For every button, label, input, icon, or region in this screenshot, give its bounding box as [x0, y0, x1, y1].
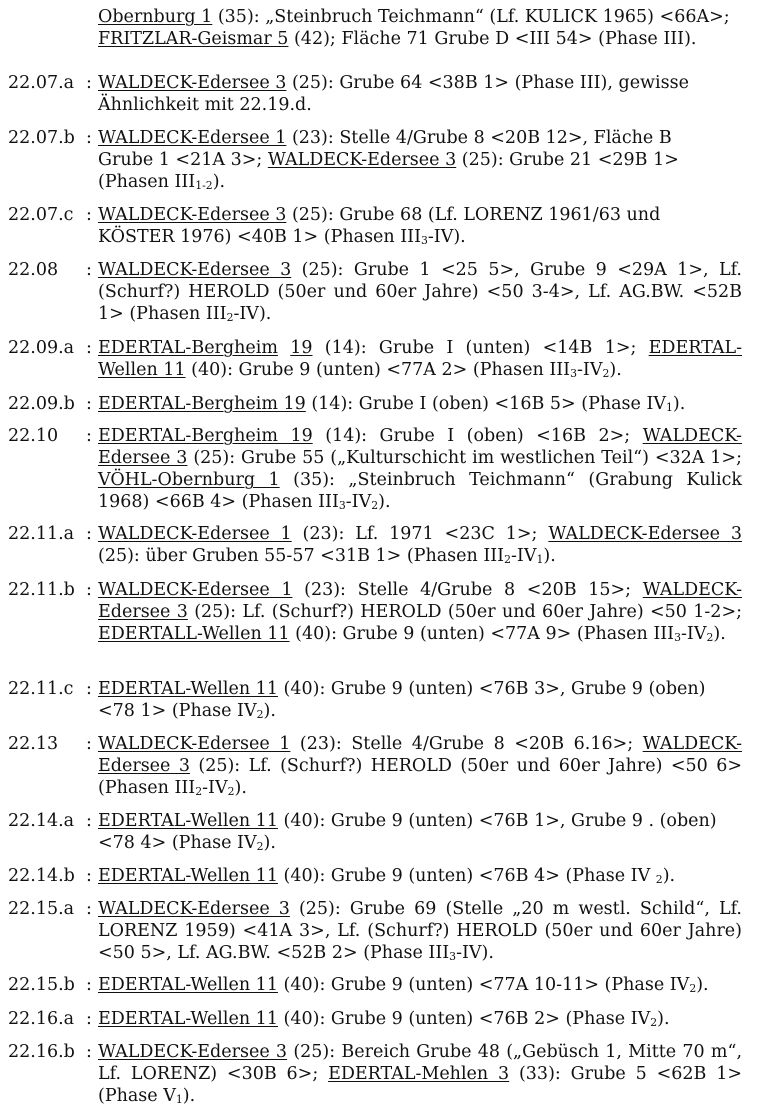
catalog-entry	[8, 127, 742, 193]
phase-subscript: 2	[256, 708, 264, 722]
phase-subscript: 2	[689, 982, 697, 996]
entry-text: WALDECK-Edersee 3 (25): Grube 64 <38B 1> (Phase III), gewisse Ähnlichkeit mit 22.19.d.	[98, 73, 689, 115]
entry-code: 22.07.b	[8, 128, 75, 148]
entry-separator: :	[86, 524, 92, 544]
phase-subscript: 3	[449, 950, 457, 964]
site-name: WALDECK-Edersee 3	[98, 1042, 288, 1062]
entry-separator: :	[86, 260, 92, 280]
entry-separator: :	[86, 1009, 92, 1029]
entry-separator: :	[86, 899, 92, 919]
entry-separator: :	[86, 679, 92, 699]
site-name: WALDECK-Edersee 3	[98, 899, 290, 919]
catalog-entry	[8, 1041, 742, 1107]
entry-separator: :	[86, 580, 92, 600]
site-name: EDERTAL-Wellen 11	[98, 679, 278, 699]
site-name: WALDECK-Edersee 1	[98, 524, 292, 544]
phase-subscript: 2	[706, 631, 714, 645]
phase-subscript: 1	[536, 553, 544, 567]
catalog-entry	[8, 733, 742, 799]
site-name: FRITZLAR-Geismar 5	[98, 29, 289, 49]
entry-text: EDERTAL-Wellen 11 (40): Grube 9 (unten) <76B 1>, Grube 9 . (oben) <78 4> (Phase $IV_2$).	[98, 811, 717, 854]
catalog-entry	[8, 72, 742, 116]
entry-separator: :	[86, 338, 92, 358]
catalog-entry	[8, 1008, 742, 1030]
phase-subscript: 1	[175, 1093, 183, 1107]
phase-subscript: 2	[655, 873, 663, 887]
catalog-entry	[8, 579, 742, 645]
entry-code: 22.13	[8, 734, 59, 754]
entry-code: 22.15.b	[8, 975, 75, 995]
entry-separator: :	[86, 734, 92, 754]
entry-code: 22.15.a	[8, 899, 75, 919]
entry-text: WALDECK-Edersee 1 (23): Stelle 4/Grube 8 <20B 12>, Fläche B Grube 1 <21A 3>; WALDECK-Edersee 3 (25): Grube 21 <29B 1> (Phasen $III_{1-2}$).	[98, 128, 679, 193]
site-name: EDERTAL-Wellen 11	[98, 811, 278, 831]
entry-code: 22.11.b	[8, 580, 75, 600]
entry-text: WALDECK-Edersee 3 (25): Grube 1 <25 5>, Grube 9 <29A 1>, Lf. (Schurf?) HEROLD (50er und 60er Jahre) <50 3-4>, Lf. AG.BW. <52B 1> (Phasen $III_2-IV$).	[98, 260, 742, 325]
site-name: EDERTAL-Wellen 11	[98, 975, 278, 995]
catalog-entry	[8, 259, 742, 325]
site-name: EDERTAL-Mehlen 3	[328, 1064, 510, 1084]
site-name: EDERTALL-Wellen 11	[98, 624, 290, 644]
site-name: WALDECK-Edersee 3	[98, 580, 742, 622]
entry-separator: :	[86, 811, 92, 831]
entry-text: EDERTAL-Bergheim 19 (14): Grube I (unten) <14B 1>; EDERTAL-Wellen 11 (40): Grube 9 (unten) <77A 2> (Phasen $III_3-IV_2$).	[98, 338, 742, 381]
site-name: WALDECK-Edersee 3	[98, 260, 292, 280]
phase-subscript: 2	[256, 840, 264, 854]
site-name: WALDECK-Edersee 3	[548, 524, 742, 544]
entry-code: 22.11.a	[8, 524, 75, 544]
entry-separator: :	[86, 394, 92, 414]
phase-subscript: 1-2	[195, 179, 213, 193]
site-name: WALDECK-Edersee 3	[98, 426, 742, 468]
entry-code: 22.11.c	[8, 679, 74, 699]
entry-code: 22.10	[8, 426, 59, 446]
site-name: Obernburg 1	[98, 7, 213, 27]
entry-text: WALDECK-Edersee 3 (25): Bereich Grube 48 („Gebüsch 1, Mitte 70 m“, Lf. LORENZ) <30B 6>; EDERTAL-Mehlen 3 (33): Grube 5 <62B 1> (Phase $V_1$).	[98, 1042, 743, 1107]
catalog-entry	[8, 974, 742, 996]
phase-subscript: 3	[338, 499, 346, 513]
entry-code: 22.14.b	[8, 866, 75, 886]
catalog-entry	[8, 6, 742, 50]
phase-subscript: 2	[195, 785, 203, 799]
phase-subscript: 1	[666, 401, 673, 415]
site-name: EDERTAL-Wellen 11	[98, 866, 278, 886]
entry-text: WALDECK-Edersee 1 (23): Stelle 4/Grube 8 <20B 15>; WALDECK-Edersee 3 (25): Lf. (Schurf?) HEROLD (50er und 60er Jahre) <50 1-2>; EDERTALL-Wellen 11 (40): Grube 9 (unten) <77A 9> (Phasen $III_3-IV_2$).	[98, 580, 742, 645]
site-name: 19	[290, 338, 313, 358]
phase-subscript: 2	[226, 311, 234, 325]
site-name: EDERTAL-Wellen 11	[98, 1009, 278, 1029]
catalog-entry	[8, 337, 742, 381]
entry-text: WALDECK-Edersee 3 (25): Grube 69 (Stelle „20 m westl. Schild“, Lf. LORENZ 1959) <41A 3>, Lf. (Schurf?) HEROLD (50er und 60er Jahre) <50 5>, Lf. AG.BW. <52B 2> (Phase $III_3-IV$).	[98, 899, 742, 964]
phase-subscript: 3	[674, 631, 681, 645]
site-name: EDERTAL-Bergheim 19	[98, 426, 313, 446]
phase-subscript: 2	[504, 553, 511, 567]
entry-text: EDERTAL-Wellen 11 (40): Grube 9 (unten) <76B 4> (Phase IV $_2$).	[98, 866, 676, 887]
catalog-entry	[8, 393, 742, 415]
entry-separator: :	[86, 205, 92, 225]
entry-code: 22.07.a	[8, 73, 75, 93]
catalog-entry	[8, 204, 742, 248]
site-name: WALDECK-Edersee 1	[98, 128, 287, 148]
entry-code: 22.07.c	[8, 205, 74, 225]
site-name: EDERTAL-Bergheim 19	[98, 394, 306, 414]
entry-text: EDERTAL-Wellen 11 (40): Grube 9 (unten) <76B 2> (Phase $IV_2$).	[98, 1009, 670, 1030]
catalog-entry	[8, 425, 742, 513]
site-name: WALDECK-Edersee 3	[267, 150, 457, 170]
phase-subscript: 2	[602, 367, 610, 381]
catalog-entry	[8, 898, 742, 964]
entry-separator: :	[86, 128, 92, 148]
entry-code: 22.09.a	[8, 338, 75, 358]
entry-text: Obernburg 1 (35): „Steinbruch Teichmann“ (Lf. KULICK 1965) <66A>; FRITZLAR-Geismar 5 (42); Fläche 71 Grube D <III 54> (Phase III).	[98, 7, 730, 49]
entry-code: 22.09.b	[8, 394, 75, 414]
entry-text: WALDECK-Edersee 3 (25): Grube 68 (Lf. LORENZ 1961/63 und KÖSTER 1976) <40B 1> (Phasen $III_3-IV$).	[98, 205, 661, 248]
site-name: WALDECK-Edersee 1	[98, 580, 293, 600]
catalog-entry	[8, 810, 742, 854]
phase-subscript: 3	[420, 234, 428, 248]
site-name: VÖHL-Obernburg 1	[98, 470, 280, 490]
site-name: WALDECK-Edersee 3	[98, 73, 287, 93]
catalog-entry	[8, 523, 742, 567]
phase-subscript: 3	[570, 367, 577, 381]
entry-text: EDERTAL-Wellen 11 (40): Grube 9 (unten) <77A 10-11> (Phase $IV_2$).	[98, 975, 709, 996]
entry-separator: :	[86, 866, 92, 886]
phase-subscript: 2	[371, 499, 379, 513]
entry-text: EDERTAL-Bergheim 19 (14): Grube I (oben) <16B 2>; WALDECK-Edersee 3 (25): Grube 55 („Kulturschicht im westlichen Teil“) <32A 1>; VÖHL-Obernburg 1 (35): „Steinbruch Teichmann“ (Grabung Kulick 1968) <66B 4> (Phasen $III_3-IV_2$).	[98, 426, 742, 513]
entry-text: WALDECK-Edersee 1 (23): Lf. 1971 <23C 1>; WALDECK-Edersee 3 (25): über Gruben 55-57 <31B 1> (Phasen $III_2-IV_1$).	[98, 524, 742, 567]
entry-code: 22.14.a	[8, 811, 75, 831]
entry-text: EDERTAL-Bergheim 19 (14): Grube I (oben) <16B 5> (Phase $IV_1$).	[98, 394, 686, 415]
entry-text: EDERTAL-Wellen 11 (40): Grube 9 (unten) <76B 3>, Grube 9 (oben) <78 1> (Phase $IV_2$).	[98, 679, 706, 722]
catalog-entry	[8, 678, 742, 722]
site-name: EDERTAL-Bergheim	[98, 338, 278, 358]
entry-code: 22.16.b	[8, 1042, 75, 1062]
entry-separator: :	[86, 975, 92, 995]
entry-separator: :	[86, 426, 92, 446]
site-name: EDERTAL-Wellen 11	[98, 338, 742, 380]
site-name: WALDECK-Edersee 3	[98, 205, 287, 225]
phase-subscript: 2	[650, 1016, 658, 1030]
entry-code: 22.16.a	[8, 1009, 75, 1029]
phase-subscript: 2	[227, 785, 235, 799]
entry-code: 22.08	[8, 260, 59, 280]
site-name: WALDECK-Edersee 1	[98, 734, 291, 754]
catalog-entry	[8, 865, 742, 887]
site-name: WALDECK-Edersee 3	[98, 734, 742, 776]
entry-separator: :	[86, 1042, 92, 1062]
entry-separator: :	[86, 73, 92, 93]
entry-text: WALDECK-Edersee 1 (23): Stelle 4/Grube 8 <20B 6.16>; WALDECK-Edersee 3 (25): Lf. (Schurf?) HEROLD (50er und 60er Jahre) <50 6> (Phasen $III_2-IV_2$).	[98, 734, 742, 799]
